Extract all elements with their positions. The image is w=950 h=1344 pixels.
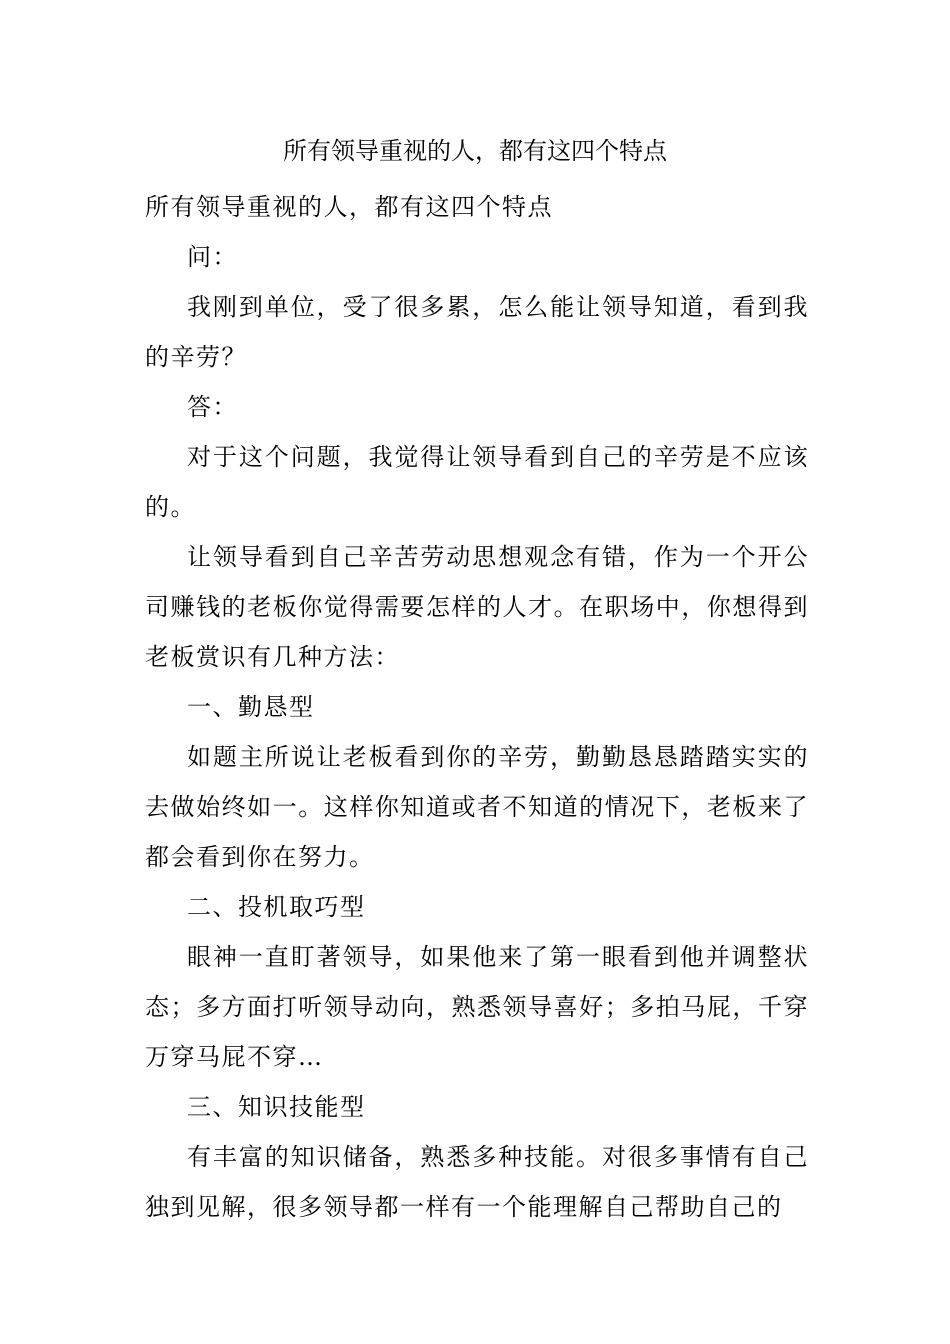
paragraph: 如题主所说让老板看到你的辛劳，勤勤恳恳踏踏实实的去做始终如一。这样你知道或者不知道的情况下，老板来了都会看到你在努力。: [145, 743, 809, 871]
paragraph-subtitle: 所有领导重视的人，都有这四个特点: [145, 193, 553, 221]
document-body: [145, 182, 809, 1232]
paragraph: 对于这个问题，我觉得让领导看到自己的辛劳是不应该的。: [145, 443, 809, 521]
section-heading: 一、勤恳型: [187, 693, 315, 721]
paragraph-answer-label: 答：: [187, 393, 238, 421]
section-heading: 三、知识技能型: [187, 1093, 366, 1121]
section-heading: 二、投机取巧型: [187, 893, 366, 921]
paragraph-question-label: 问：: [187, 243, 238, 271]
paragraph: 让领导看到自己辛苦劳动思想观念有错，作为一个开公司赚钱的老板你觉得需要怎样的人才。在职场中，你想得到老板赏识有几种方法：: [145, 543, 809, 671]
paragraph-question: 我刚到单位，受了很多累，怎么能让领导知道，看到我的辛劳？: [145, 293, 809, 371]
document-title: 所有领导重视的人，都有这四个特点: [283, 137, 667, 165]
paragraph: 眼神一直盯著领导，如果他来了第一眼看到他并调整状态；多方面打听领导动向，熟悉领导喜好；多拍马屁，千穿万穿马屁不穿…: [145, 943, 809, 1071]
paragraph: 有丰富的知识储备，熟悉多种技能。对很多事情有自己独到见解，很多领导都一样有一个能理解自己帮助自己的: [145, 1143, 809, 1221]
